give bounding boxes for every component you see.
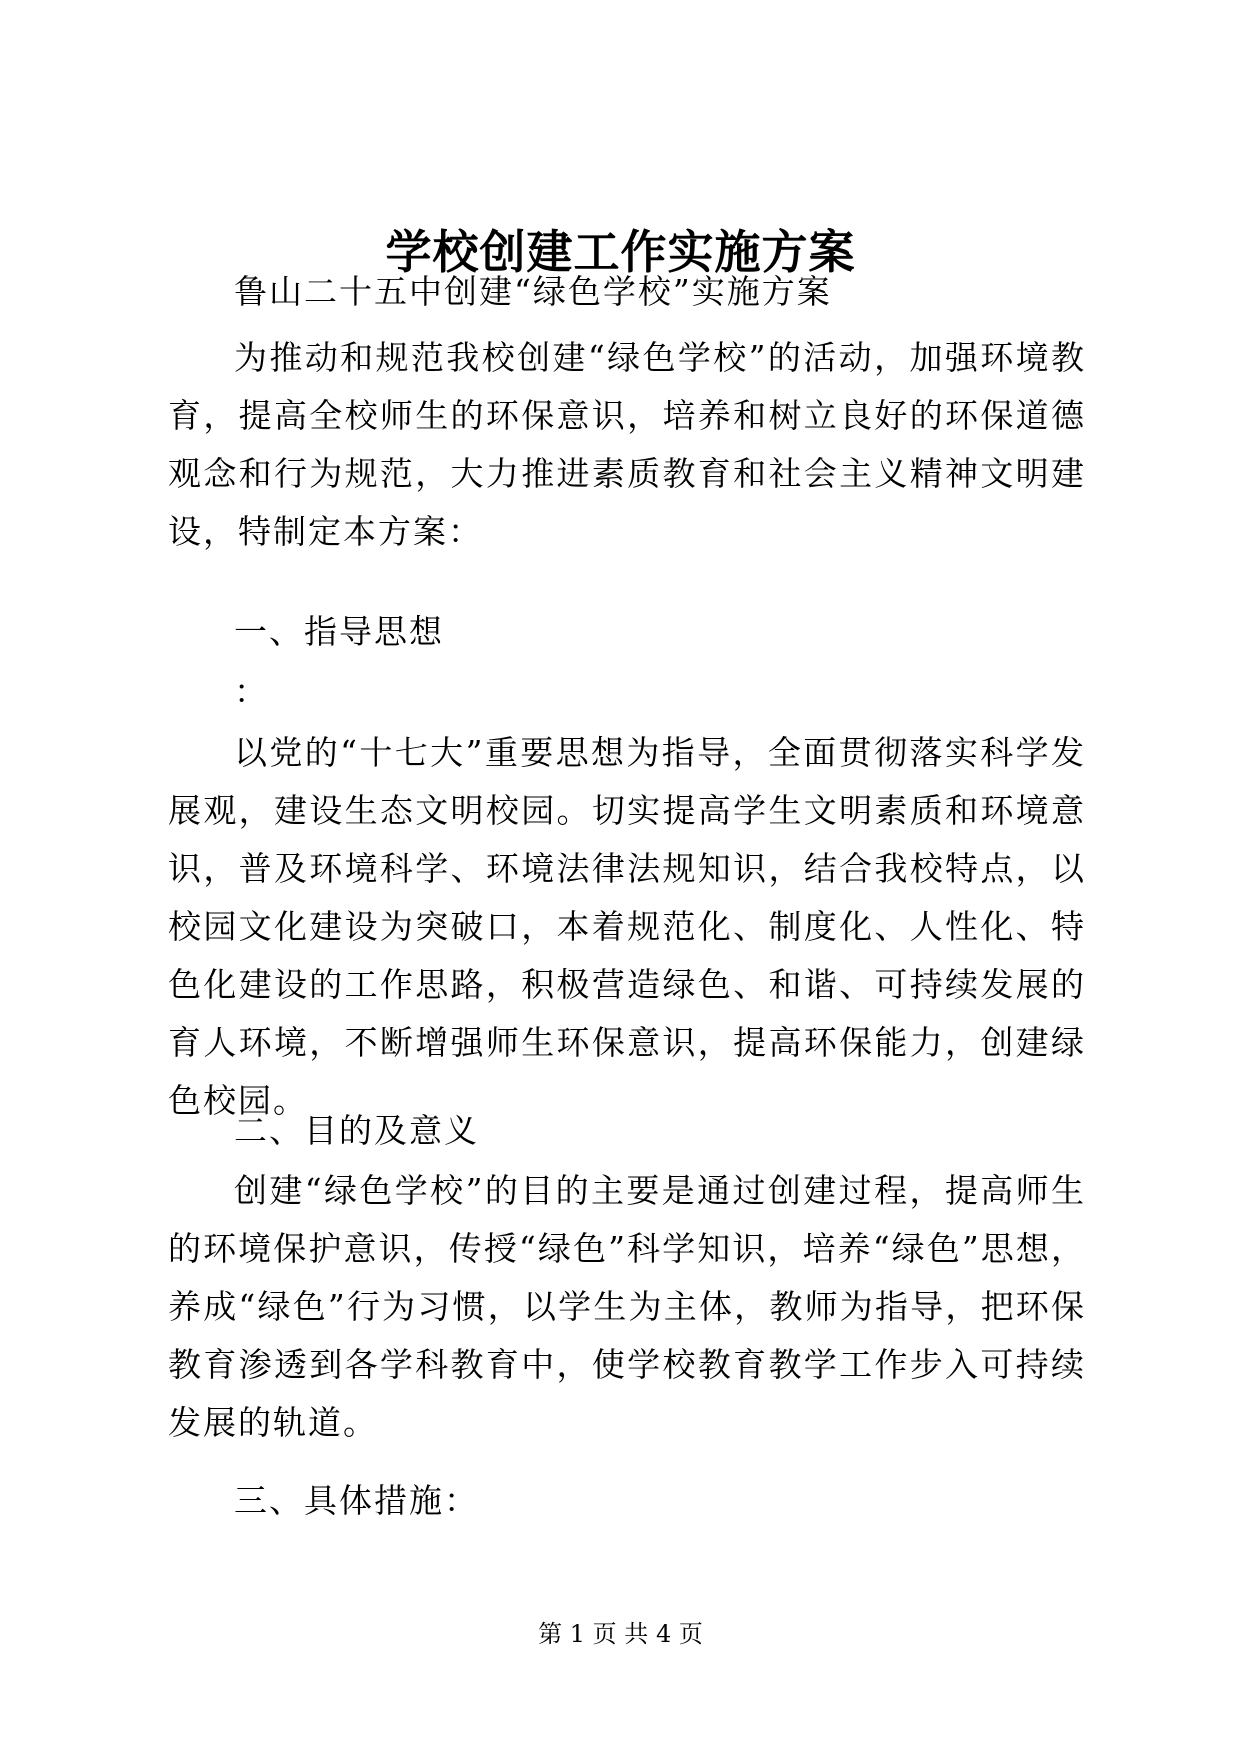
section-heading-measures: 三、具体措施： xyxy=(234,1481,479,1520)
page-title: 学校创建工作实施方案 xyxy=(385,225,856,279)
page-number-footer: 第 1 页 共 4 页 xyxy=(538,1620,703,1648)
section-colon: ： xyxy=(234,672,269,711)
intro-paragraph: 为推动和规范我校创建“绿色学校”的活动，加强环境教育，提高全校师生的环保意识，培养和树立良好的环保道德观念和行为规范，大力推进素质教育和社会主义精神文明建设，特制定本方案： xyxy=(168,338,1086,551)
section-heading-purpose: 二、目的及意义 xyxy=(234,1111,479,1150)
document-subtitle: 鲁山二十五中创建“绿色学校”实施方案 xyxy=(234,272,832,311)
section-heading-guiding-ideology: 一、指导思想 xyxy=(234,612,444,651)
purpose-paragraph: 创建“绿色学校”的目的主要是通过创建过程，提高师生的环境保护意识，传授“绿色”科学知识，培养“绿色”思想，养成“绿色”行为习惯，以学生为主体，教师为指导，把环保教育渗透到各学科教育中，使学校教育教学工作步入可持续发展的轨道。 xyxy=(168,1171,1086,1442)
guiding-ideology-paragraph: 以党的“十七大”重要思想为指导，全面贯彻落实科学发展观，建设生态文明校园。切实提高学生文明素质和环境意识，普及环境科学、环境法律法规知识，结合我校特点，以校园文化建设为突破口，本着规范化、制度化、人性化、特色化建设的工作思路，积极营造绿色、和谐、可持续发展的育人环境，不断增强师生环保意识，提高环保能力，创建绿色校园。 xyxy=(168,733,1086,1120)
